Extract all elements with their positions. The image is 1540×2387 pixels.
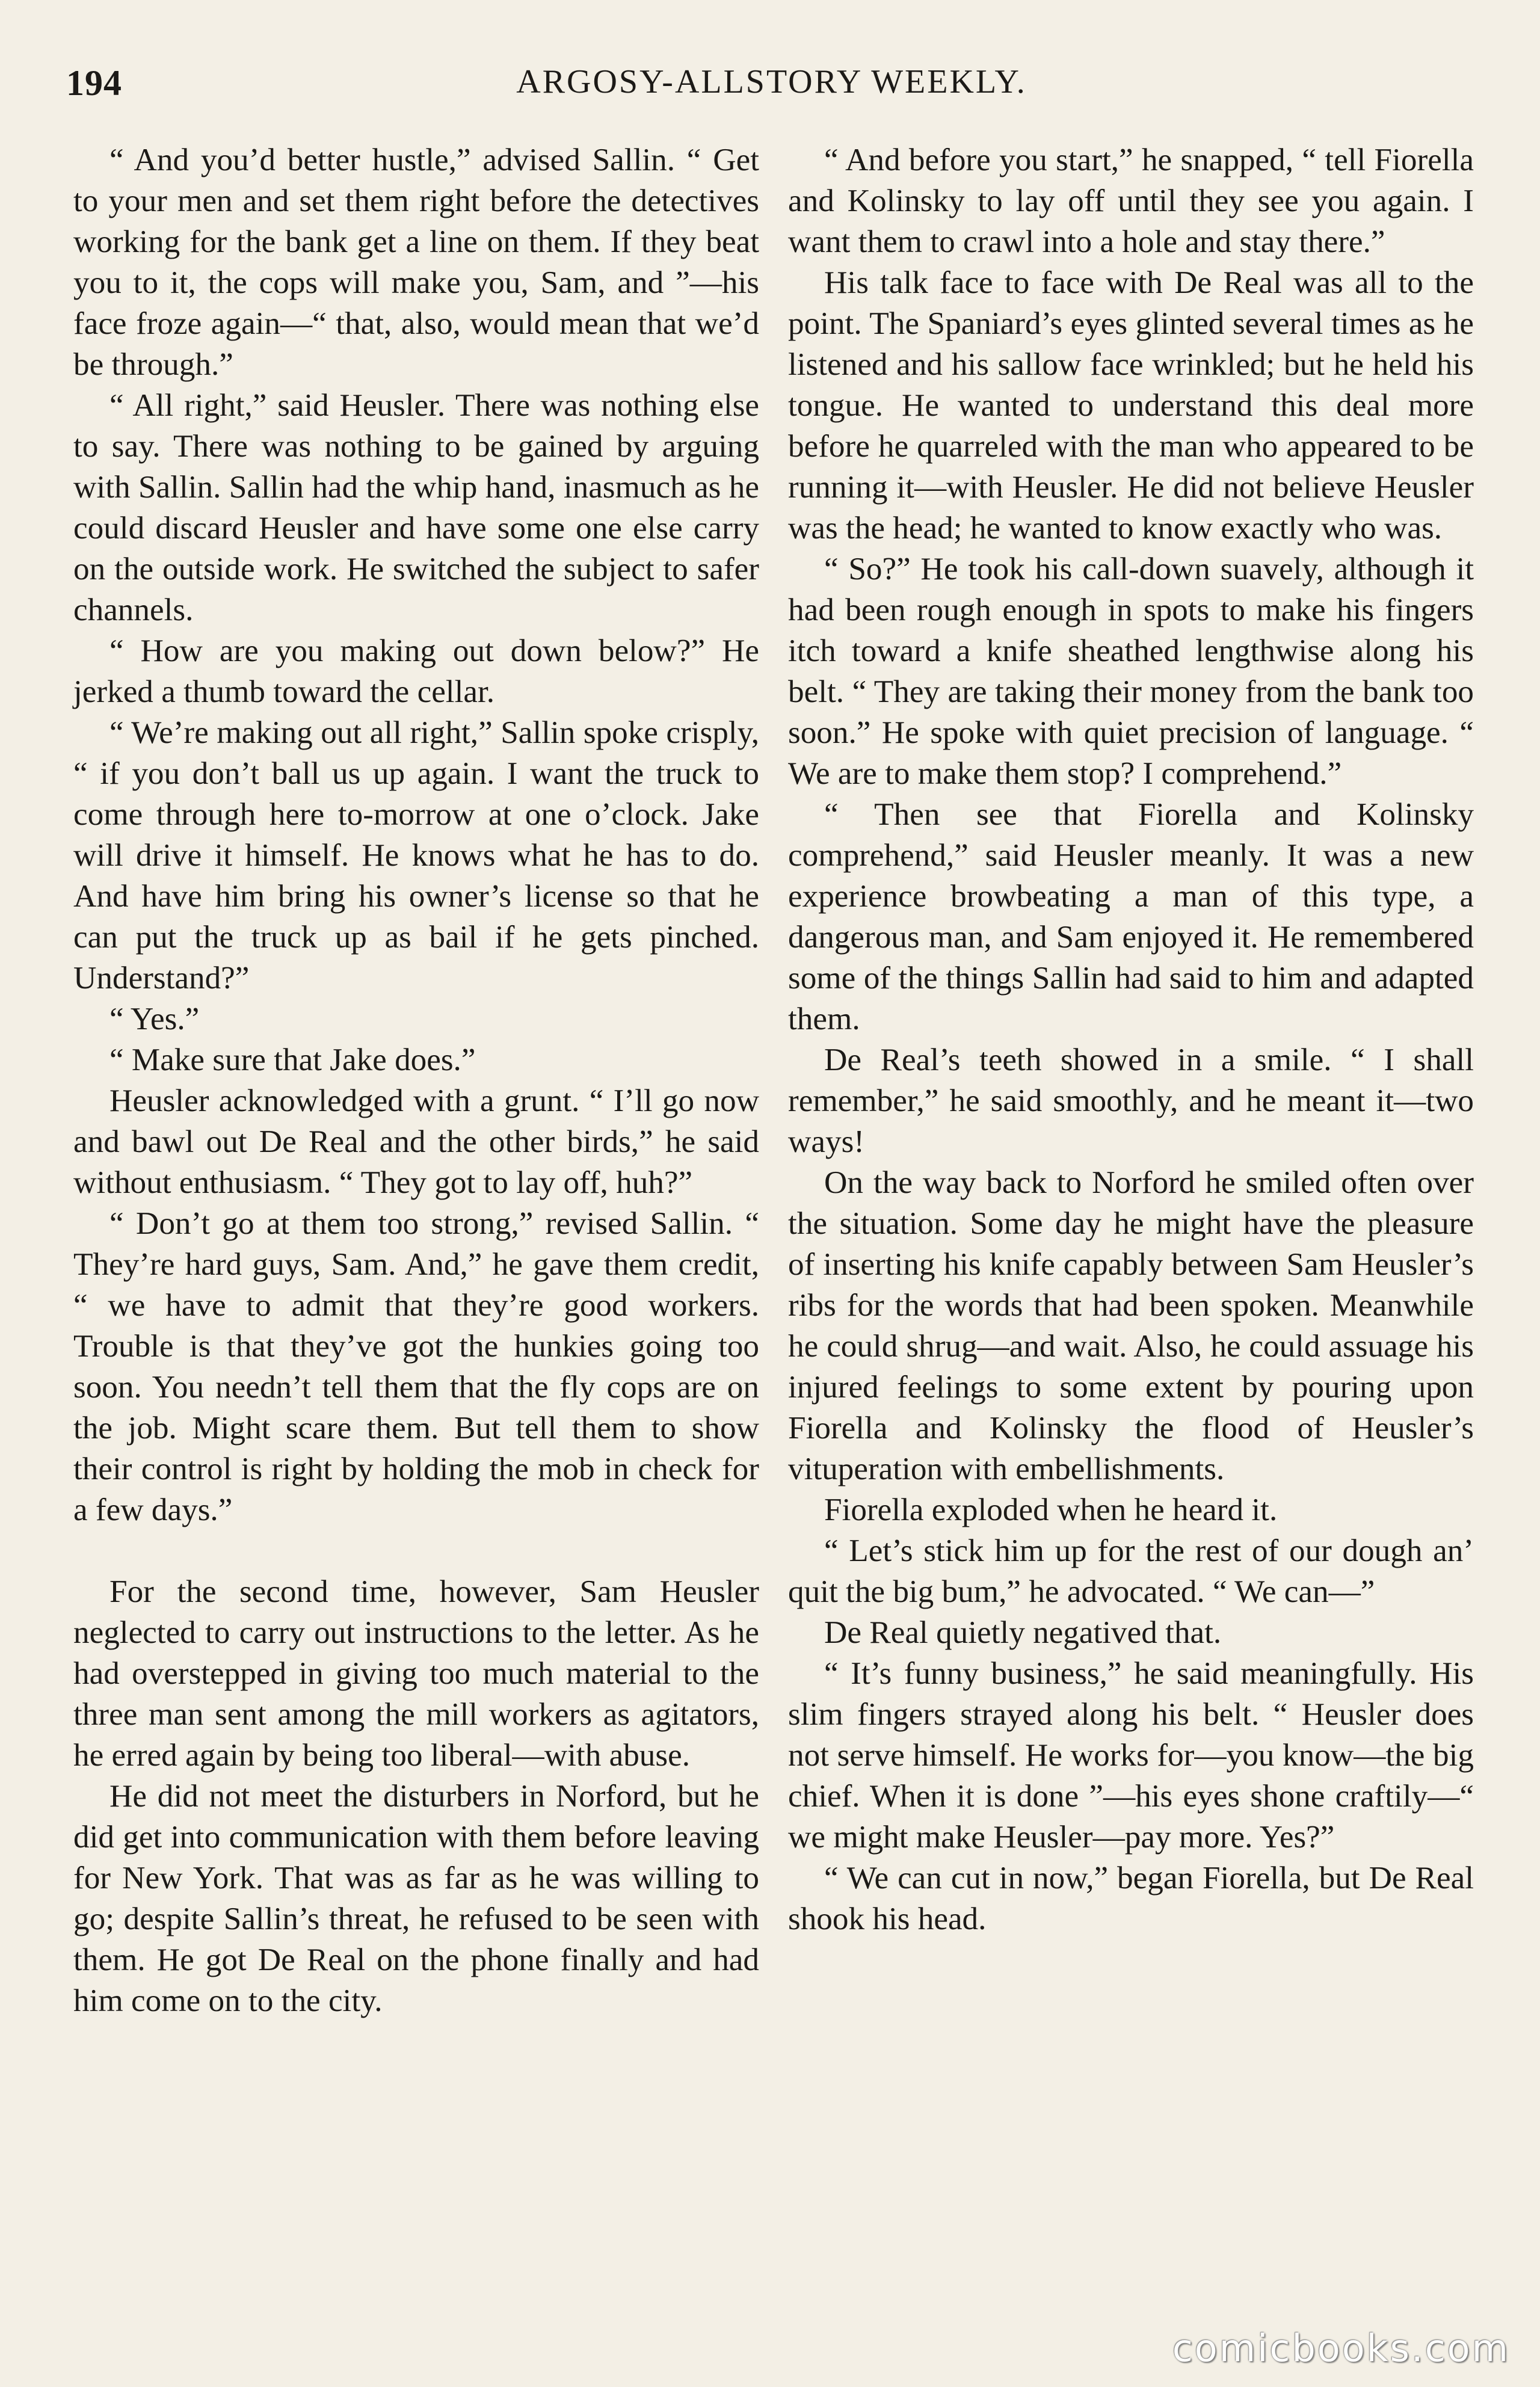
paragraph: “ So?” He took his call-down suavely, although it had been rough enough in spots to make his fingers itch toward a knife sheathed lengthwise along his belt. “ They are taking their money from the bank too soon.” He spoke with quiet precision of language. “ We are to make them stop? I comprehend.” [788, 551, 1474, 791]
page-number: 194 [66, 63, 122, 103]
paragraph: Fiorella exploded when he heard it. [824, 1492, 1278, 1527]
paragraph: “ It’s funny business,” he said meaningfully. His slim fingers strayed along his belt. “ Heusler does not serve himself. He works for—you know—the big chief. When it is done ”—his eyes shone craftily—“ we might make Heusler—pay more. Yes?” [788, 1656, 1474, 1855]
paragraph: “ Let’s stick him up for the rest of our dough an’ quit the big bum,” he advocated. “ We can—” [788, 1533, 1474, 1609]
paragraph: “ Yes.” [109, 1001, 200, 1036]
paragraph: “ And before you start,” he snapped, “ tell Fiorella and Kolinsky to lay off until they see you again. I want them to crawl into a hole and stay there.” [788, 142, 1474, 259]
paragraph: De Real’s teeth showed in a smile. “ I shall remember,” he said smoothly, and he meant it—two ways! [788, 1042, 1474, 1159]
paragraph: He did not meet the disturbers in Norford, but he did get into communication with them before leaving for New York. That was as far as he was willing to go; despite Sallin’s threat, he refused to be seen with them. He got De Real on the phone finally and had him come on to the city. [73, 1778, 759, 2018]
paragraph: De Real quietly negatived that. [824, 1615, 1222, 1650]
paragraph: “ Make sure that Jake does.” [109, 1042, 476, 1077]
paragraph: “ How are you making out down below?” He jerked a thumb toward the cellar. [73, 633, 759, 709]
paragraph: “ We’re making out all right,” Sallin spoke crisply, “ if you don’t ball us up again. I want the truck to come through here to-morrow at one o’clock. Jake will drive it himself. He knows what he has to do. And have him bring his owner’s license so that he can put the truck up as bail if he gets pinched. Understand?” [73, 715, 759, 996]
paragraph: “ And you’d better hustle,” advised Sallin. “ Get to your men and set them right before the detectives working for the bank get a line on them. If they beat you to it, the cops will make you, Sam, and ”—his face froze again—“ that, also, would mean that we’d be through.” [73, 142, 759, 382]
left-column [73, 140, 759, 2021]
running-head: ARGOSY-ALLSTORY WEEKLY. [516, 63, 1027, 100]
paragraph: Heusler acknowledged with a grunt. “ I’ll go now and bawl out De Real and the other birds,” he said without enthusiasm. “ They got to lay off, huh?” [73, 1083, 759, 1200]
paragraph: On the way back to Norford he smiled often over the situation. Some day he might have the pleasure of inserting his knife capably between Sam Heusler’s ribs for the words that had been spoken. Meanwhile he could shrug—and wait. Also, he could assuage his injured feelings to some extent by pouring upon Fiorella and Kolinsky the flood of Heusler’s vituperation with embellishments. [788, 1165, 1474, 1486]
paragraph: “ Then see that Fiorella and Kolinsky comprehend,” said Heusler meanly. It was a new experience browbeating a man of this type, a dangerous man, and Sam enjoyed it. He remembered some of the things Sallin had said to him and adapted them. [788, 796, 1474, 1036]
paragraph: For the second time, however, Sam Heusler neglected to carry out instructions to the letter. As he had overstepped in giving too much material to the three man sent among the mill workers as agitators, he erred again by being too liberal—with abuse. [73, 1574, 759, 1773]
paragraph: “ All right,” said Heusler. There was nothing else to say. There was nothing to be gained by arguing with Sallin. Sallin had the whip hand, inasmuch as he could discard Heusler and have some one else carry on the outside work. He switched the subject to safer channels. [73, 387, 759, 627]
paragraph: “ Don’t go at them too strong,” revised Sallin. “ They’re hard guys, Sam. And,” he gave them credit, “ we have to admit that they’re good workers. Trouble is that they’ve got the hunkies going too soon. You needn’t tell them that the fly cops are on the job. Might scare them. But tell them to show their control is right by holding the mob in check for a few days.” [73, 1206, 759, 1527]
paragraph: His talk face to face with De Real was all to the point. The Spaniard’s eyes glinted several times as he listened and his sallow face wrinkled; but he held his tongue. He wanted to understand this deal more before he quarreled with the man who appeared to be running it—with Heusler. He did not believe Heusler was the head; he wanted to know exactly who was. [788, 265, 1474, 546]
page-header [66, 63, 1477, 117]
watermark: comicbooks.com [1172, 2326, 1510, 2370]
paragraph: “ We can cut in now,” began Fiorella, but De Real shook his head. [788, 1860, 1474, 1936]
right-column [788, 140, 1474, 1939]
